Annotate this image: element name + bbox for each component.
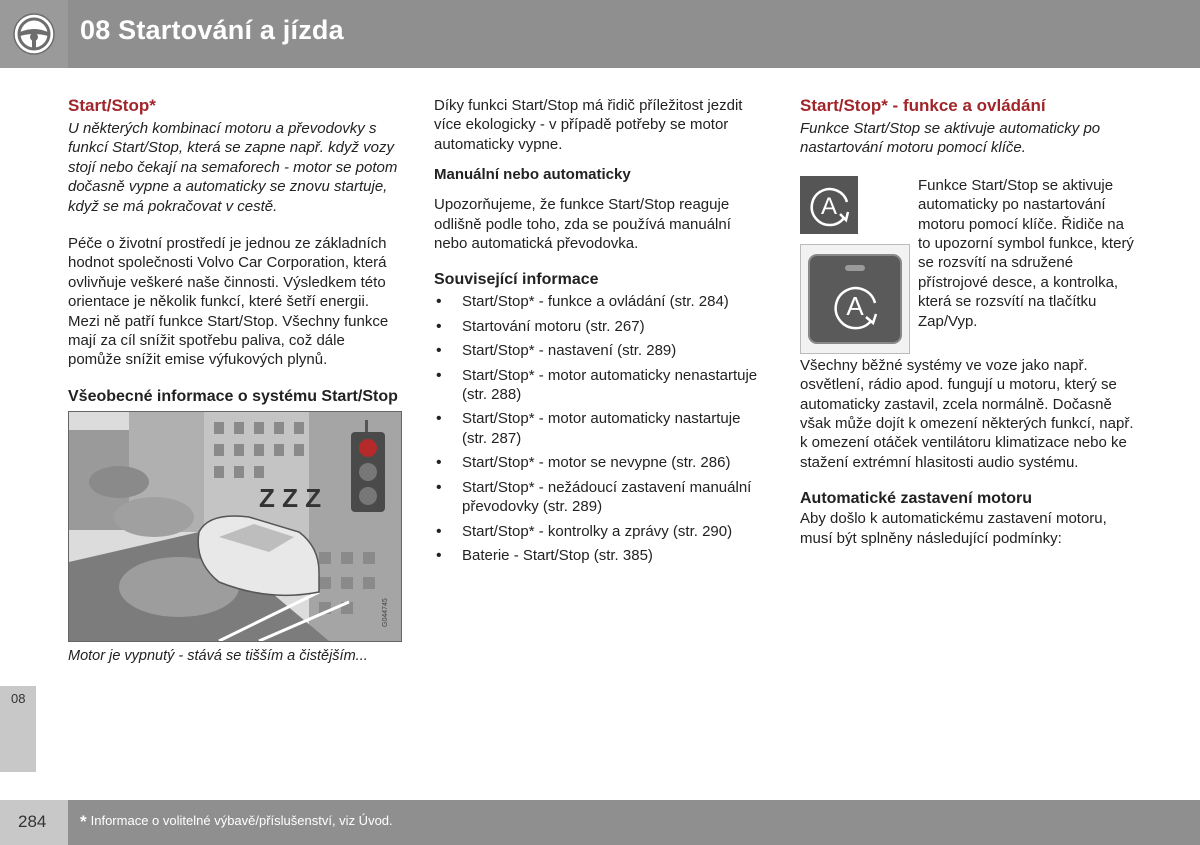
page-header [0,0,1200,68]
steering-wheel-icon [12,12,56,56]
body-paragraph: Díky funkci Start/Stop má řidič příležitost jezdit více ekologicky - v případě potřeby se motor automaticky vypne. [434,97,743,153]
symbol-description: Funkce Start/Stop se aktivuje automaticky po nastartování motoru pomocí klíče. Řidiče na to upozorní symbol funkce, který se rozsvítí na sdružené přístrojové desce, a kontrolka, která se rozsvítí na tlačítku Zap/Vyp. [918,176,1134,330]
traffic-jam-illustration [69,412,401,641]
body-paragraph: Aby došlo k automatickému zastavení motoru, musí být splněny následující podmínky: [800,510,1107,547]
page-number: 284 [18,812,47,831]
body-paragraph: Péče o životní prostředí je jednou ze základních hodnot společnosti Volvo Car Corporation, která ovlivňuje veškeré naše činnosti. Výsledkem této orientace je několik funkcí, které šetří energii. Mezi ně patří funkce Start/Stop. Všechny funkce mají za cíl snížit spotřebu paliva, což dále pomůže snížit emise výfukových plynů. [68,235,389,369]
chapter-title: 08 Startování a jízda [80,15,344,45]
related-link[interactable]: • Start/Stop* - motor automaticky nastartuje (str. 287) [434,409,766,448]
illustration-code: G044745 [382,598,389,627]
section-heading: Start/Stop* - funkce a ovládání [800,96,1046,115]
footnote-text: Informace o volitelné výbavě/příslušenství, viz Úvod. [90,813,393,828]
column-3 [800,96,1140,548]
auto-start-stop-indicator-icon [800,176,858,234]
section-heading: Start/Stop* [68,96,156,115]
related-link[interactable]: • Start/Stop* - nežádoucí zastavení manuální převodovky (str. 289) [434,478,766,517]
related-link[interactable]: • Start/Stop* - motor automaticky nenastartuje (str. 288) [434,366,766,405]
body-paragraph: Všechny běžné systémy ve voze jako např. osvětlení, rádio apod. fungují u motoru, který se automaticky zastavil, zcela normálně. Dočasně však může dojít k omezení některých funkcí, např. k omezení otáček ventilátoru klimatizace nebo ke stažení extrémní hlasitosti audio systému. [800,356,1134,471]
subheading-automatic-stop: Automatické zastavení motoru [800,490,1033,508]
chapter-side-tab [0,686,36,772]
symbol-area [800,176,1140,356]
related-link[interactable]: • Start/Stop* - nastavení (str. 289) [434,341,766,360]
side-tab-label: 08 [11,691,26,706]
body-paragraph: Upozorňujeme, že funkce Start/Stop reaguje odlišně podle toho, zda se používá manuální nebo automatická převodovka. [434,196,731,253]
illustration-zzz: Z Z Z [259,482,322,513]
section-intro: Funkce Start/Stop se aktivuje automaticky po nastartování motoru pomocí klíče. [800,120,1101,157]
section-intro: U některých kombinací motoru a převodovky s funkcí Start/Stop, která se zapne např. když vozy stojí nebo čekají na semaforech - motor se potom dočasně vypne a automaticky se znovu startuje, když se má pokračovat v cestě. [68,120,398,215]
related-link[interactable]: • Start/Stop* - funkce a ovládání (str. 284) [434,292,766,311]
footnote-star: * [80,812,87,831]
related-link[interactable]: • Baterie - Start/Stop (str. 385) [434,546,766,565]
svg-text:A: A [846,290,864,321]
traffic-illustration [68,411,402,642]
related-link[interactable]: • Startování motoru (str. 267) [434,317,766,336]
auto-start-stop-button-icon [800,244,910,354]
column-2 [434,96,766,570]
subheading-general-info: Všeobecné informace o systému Start/Stop [68,387,398,405]
related-link[interactable]: • Start/Stop* - kontrolky a zprávy (str. 290) [434,522,766,541]
svg-text:A: A [820,192,838,220]
subheading-related-info: Související informace [434,271,599,289]
footnote [80,812,393,832]
related-info-list [434,292,766,565]
subheading-manual-or-automatic: Manuální nebo automaticky [434,166,631,184]
illustration-caption: Motor je vypnutý - stává se tišším a čistějším... [68,647,368,664]
chapter-icon-box [0,0,68,68]
column-1 [68,96,400,666]
related-link[interactable]: • Start/Stop* - motor se nevypne (str. 286) [434,453,766,472]
